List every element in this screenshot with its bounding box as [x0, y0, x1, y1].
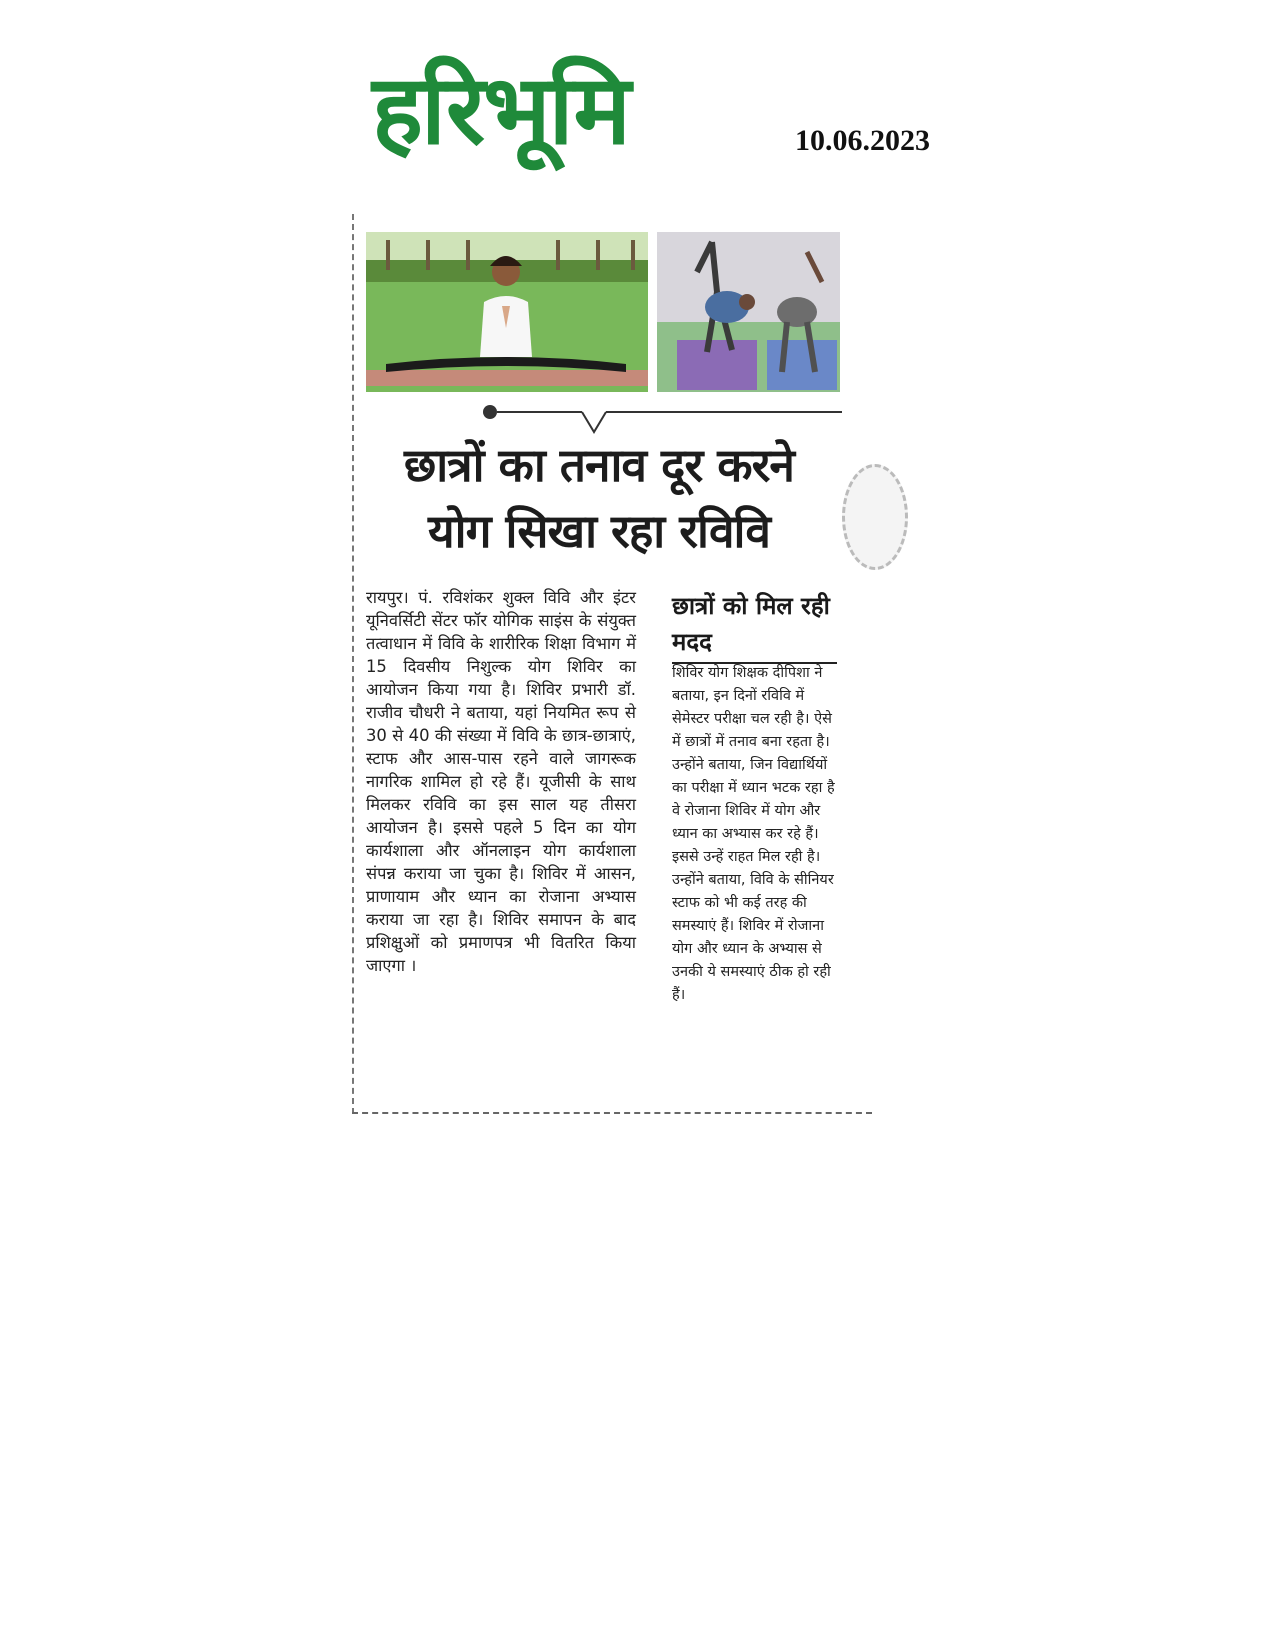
group-yoga-session-photo [657, 232, 840, 392]
clipping-bottom-border [352, 1112, 872, 1114]
article-body: रायपुर। पं. रविशंकर शुक्ल विवि और इंटर यूनिवर्सिटी सेंटर फॉर योगिक साइंस के संयुक्त तत्वाधान में विवि के शारीरिक शिक्षा विभाग में 15 दिवसीय निशुल्क योग शिविर का आयोजन किया गया है। शिविर प्रभारी डॉ. राजीव चौधरी ने बताया, यहां नियमित रूप से 30 से 40 की संख्या में विवि के छात्र-छात्राएं, स्टाफ और आस-पास रहने वाले जागरूक नागरिक शामिल हो रहे हैं। यूजीसी के साथ मिलकर रविवि का इस साल यह तीसरा आयोजन है। इससे पहले 5 दिन का योग कार्यशाला और ऑनलाइन योग कार्यशाला संपन्न कराया जा चुका है। शिविर में आसन, प्राणायाम और ध्यान का रोजाना अभ्यास कराया जा रहा है। शिविर समापन के बाद प्रशिक्षुओं को प्रमाणपत्र भी वितरित किया जाएगा । [366, 588, 636, 975]
sidebar-heading: छात्रों को मिल रही मदद [672, 588, 837, 664]
headline-line-1: छात्रों का तनाव दूर करने [404, 438, 794, 492]
headline-line-2: योग सिखा रहा रविवि [427, 504, 771, 558]
article-headline [364, 432, 834, 564]
partial-badge [842, 464, 908, 570]
newspaper-clipping [352, 214, 874, 1114]
yoga-split-pose-photo [366, 232, 648, 392]
headline-divider [482, 400, 842, 436]
publication-date: 10.06.2023 [795, 124, 930, 157]
sidebar-body: शिविर योग शिक्षक दीपिशा ने बताया, इन दिनों रविवि में सेमेस्टर परीक्षा चल रही है। ऐसे में छात्रों में तनाव बना रहता है। उन्होंने बताया, जिन विद्यार्थियों का परीक्षा में ध्यान भटक रहा है वे रोजाना शिविर में योग और ध्यान का अभ्यास कर रहे हैं। इससे उन्हें राहत मिल रही है। उन्होंने बताया, विवि के सीनियर स्टाफ को भी कई तरह की समस्याएं हैं। शिविर में रोजाना योग और ध्यान के अभ्यास से उनकी ये समस्याएं ठीक हो रही हैं। [672, 665, 835, 1003]
newspaper-masthead: हरिभूमि [372, 54, 629, 166]
